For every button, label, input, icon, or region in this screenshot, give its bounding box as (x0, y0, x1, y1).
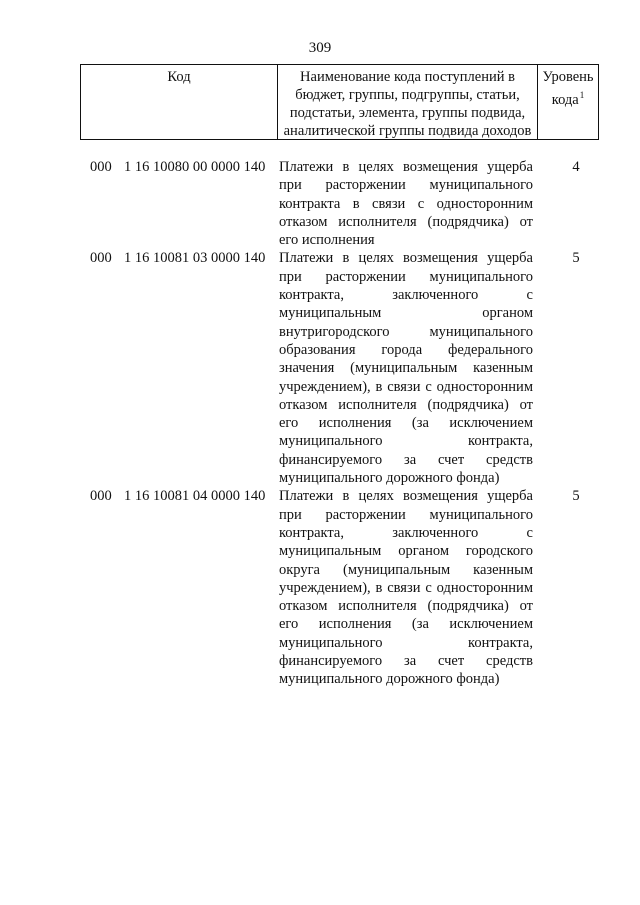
admin-code: 000 (90, 250, 112, 267)
revenue-name: Платежи в целях возмещения ущерба при расторжении муниципального контракта, заключенного с муниципальным органом внутригородского муниципального образования города федерального значения (муниципальным казенным учреждением), в связи с односторонним отказом исполнителя (подрядчика) от его исполнения (за исключением муниципального контракта, финансируемого за счет средств муниципального дорожного фонда) (279, 250, 533, 487)
header-level-footnote: 1 (579, 90, 585, 100)
page-number: 309 (308, 40, 332, 56)
code-level: 5 (572, 250, 580, 267)
header-name: Наименование кода поступлений в бюджет, группы, подгруппы, статьи, подстатьи, элемента, группы подвида, аналитической группы подвида доходов (278, 65, 538, 139)
table-row (80, 249, 599, 487)
revenue-name: Платежи в целях возмещения ущерба при расторжении муниципального контракта, заключенного с муниципальным органом городского округа (муниципальным казенным учреждением), в связи с односторонним отказом исполнителя (подрядчика) от его исполнения (за исключением муниципального контракта, финансируемого за счет средств муниципального дорожного фонда) (279, 488, 533, 688)
table-header (80, 64, 599, 140)
code-level: 4 (572, 159, 580, 175)
revenue-code: 1 16 10081 03 0000 140 (124, 250, 266, 267)
revenue-code: 1 16 10080 00 0000 140 (124, 159, 266, 175)
revenue-code: 1 16 10081 04 0000 140 (124, 488, 266, 505)
table-row (80, 487, 599, 688)
table-body (80, 158, 599, 689)
header-level (538, 65, 598, 139)
admin-code: 000 (90, 159, 112, 175)
admin-code: 000 (90, 488, 112, 505)
header-level-label: Уровень кода (542, 69, 594, 108)
revenue-name: Платежи в целях возмещения ущерба при расторжении муниципального контракта в связи с односторонним отказом исполнителя (подрядчика) от его исполнения (279, 159, 533, 249)
table-row (80, 158, 599, 249)
code-level: 5 (572, 488, 580, 505)
header-code: Код (81, 65, 278, 139)
